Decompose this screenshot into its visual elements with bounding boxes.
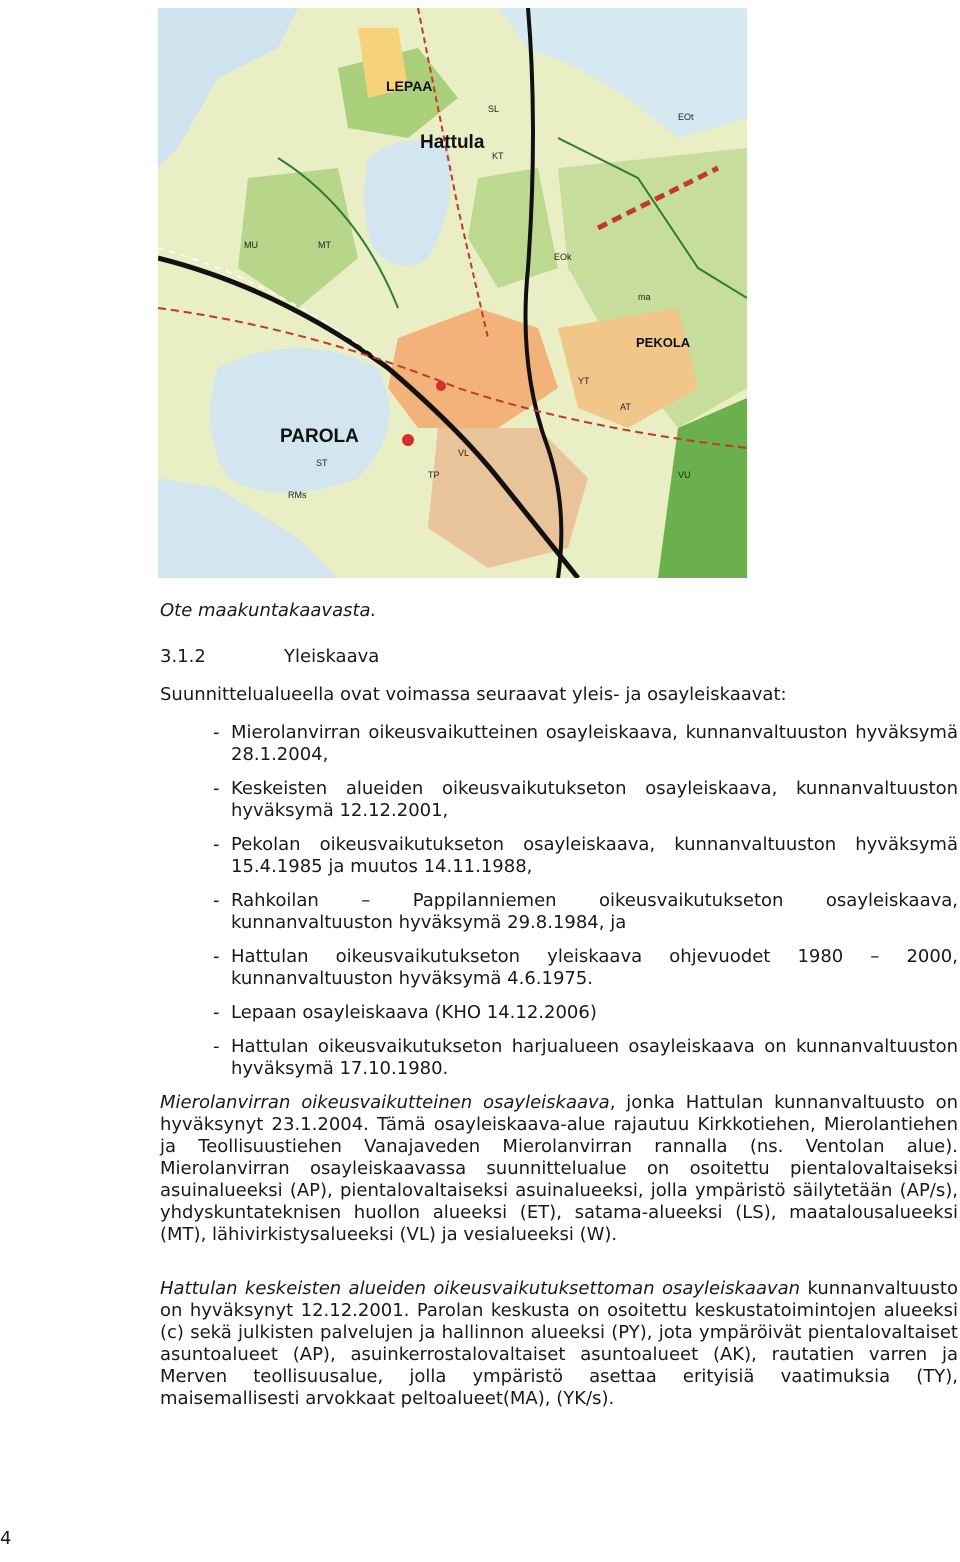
paragraph-keskeiset xyxy=(160,1278,958,1410)
list-item: - Lepaan osayleiskaava (KHO 14.12.2006) xyxy=(213,1002,597,1023)
map-code: ma xyxy=(638,292,651,302)
map-code: MU xyxy=(244,240,258,250)
list-item: - Hattulan oikeusvaikutukseton harjualueen osayleiskaava on kunnanvaltuuston hyväksymä 17.10.1980. xyxy=(213,1036,958,1079)
section-number: 3.1.2 xyxy=(160,646,206,667)
section-title: Yleiskaava xyxy=(284,646,380,667)
map-label-parola: PAROLA xyxy=(280,426,359,447)
map-code: SL xyxy=(488,104,500,114)
intro-text: Suunnittelualueella ovat voimassa seuraavat yleis- ja osayleiskaavat: xyxy=(160,684,787,705)
map-code: RMs xyxy=(288,490,307,500)
paragraph-body: kunnanvaltuusto on hyväksynyt 12.12.2001. Parolan keskusta on osoitettu keskustatoimintojen alueeksi (c) sekä julkisten palvelujen ja hallinnon alueeksi (PY), jota ympäröivät pientalovaltaiset asuntoalueet (AP), asuinkerrostalovaltaiset asuntoalueet (AK), rautatien varren ja Merven teollisuusalue, jolla ympäristö asettaa erityisiä vaatimuksia (TY), maisemallisesti arvokkaat peltoalueet(MA), (YK/s). xyxy=(160,1278,958,1409)
map-code: MT xyxy=(318,240,331,250)
list-item: - Mierolanvirran oikeusvaikutteinen osayleiskaava, kunnanvaltuuston hyväksymä 28.1.2004, xyxy=(213,722,958,765)
map-code: VU xyxy=(678,470,691,480)
list-item: - Pekolan oikeusvaikutukseton osayleiskaava, kunnanvaltuuston hyväksymä 15.4.1985 ja muutos 14.11.1988, xyxy=(213,834,958,877)
paragraph-body: , jonka Hattulan kunnanvaltuusto on hyväksynyt 23.1.2004. Tämä osayleiskaava-alue rajautuu Kirkkotiehen, Mierolantiehen ja Teollisuustiehen Vanajaveden Mierolanvirran rannalla (ns. Ventolan alue). Mierolanvirran osayleiskaavassa suunnittelualue on osoitettu pientalovaltaiseksi asuinalueeksi (AP), pientalovaltaiseksi asuinalueeksi, jolla ympäristö säilytetään (AP/s), yhdyskuntateknisen huollon alueeksi (ET), satama-alueeksi (LS), maatalousalueeksi (MT), lähivirkistysalueeksi (VL) ja vesialueeksi (W). xyxy=(160,1092,958,1245)
map-code: EOt xyxy=(678,112,694,122)
map-code: YT xyxy=(578,376,590,386)
map-label-hattula: Hattula xyxy=(420,132,485,153)
map-code: TP xyxy=(428,470,440,480)
section-heading xyxy=(160,646,379,667)
map-label-lepaa: LEPAA xyxy=(386,78,433,94)
map-caption: Ote maakuntakaavasta. xyxy=(160,600,377,621)
list-item: - Rahkoilan – Pappilanniemen oikeusvaikutukseton osayleiskaava, kunnanvaltuuston hyväksymä 29.8.1984, ja xyxy=(213,890,958,933)
map-code: AT xyxy=(620,402,631,412)
map-excerpt-image xyxy=(158,8,747,578)
paragraph-mierolanvirta xyxy=(160,1092,958,1246)
page-number: 4 xyxy=(0,1528,12,1549)
list-item: - Hattulan oikeusvaikutukseton yleiskaava ohjevuodet 1980 – 2000, kunnanvaltuuston hyväksymä 4.6.1975. xyxy=(213,946,958,989)
list-item: - Keskeisten alueiden oikeusvaikutukseton osayleiskaava, kunnanvaltuuston hyväksymä 12.12.2001, xyxy=(213,778,958,821)
map-code: VL xyxy=(458,448,470,458)
map-code: ST xyxy=(316,458,328,468)
paragraph-italic: Mierolanvirran oikeusvaikutteinen osayleiskaava xyxy=(160,1092,610,1113)
map-code: EOk xyxy=(554,252,572,262)
map-code: KT xyxy=(492,151,504,161)
plan-list xyxy=(213,722,958,1092)
map-label-pekola: PEKOLA xyxy=(636,335,691,350)
paragraph-italic: Hattulan keskeisten alueiden oikeusvaikutuksettoman osayleiskaavan xyxy=(160,1278,801,1299)
